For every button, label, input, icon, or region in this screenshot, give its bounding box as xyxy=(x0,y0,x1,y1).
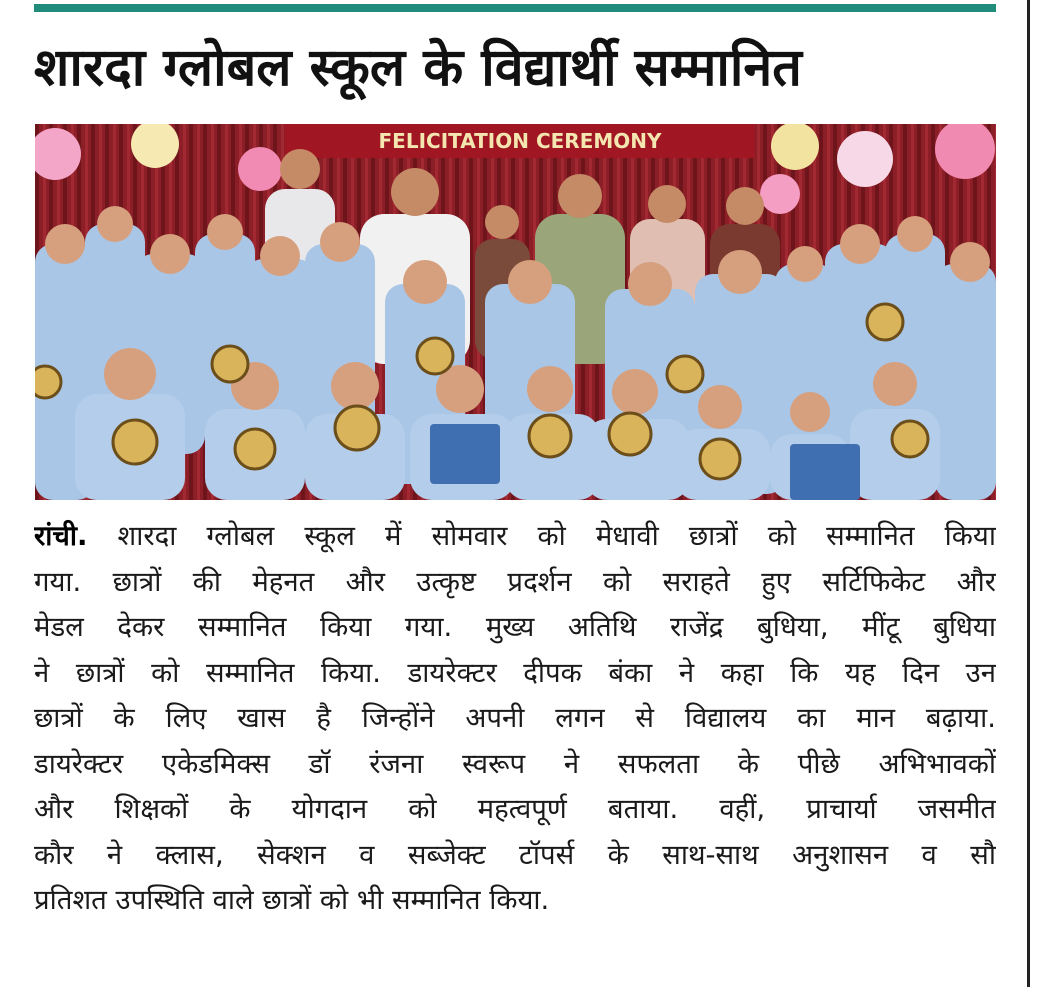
article-line-8: कौर ने क्लास, सेक्शन व सब्जेक्ट टॉपर्स के साथ-साथ अनुशासन व सौ xyxy=(34,838,996,871)
article-line-7: और शिक्षकों के योगदान को महत्वपूर्ण बताया. वहीं, प्राचार्या जसमीत xyxy=(34,793,996,825)
column-edge xyxy=(1027,0,1030,987)
article-line-1: रांची. शारदा ग्लोबल स्कूल में सोमवार को मेधावी छात्रों को सम्मानित किया xyxy=(34,520,996,552)
group-photo xyxy=(35,124,996,500)
article-line-9: प्रतिशत उपस्थिति वाले छात्रों को भी सम्मानित किया. xyxy=(34,884,550,916)
dateline: रांची. xyxy=(34,520,88,552)
article-line-4: ने छात्रों को सम्मानित किया. डायरेक्टर दीपक बंका ने कहा कि यह दिन उन xyxy=(34,656,996,689)
article-line-2: गया. छात्रों की मेहनत और उत्कृष्ट प्रदर्शन को सराहते हुए सर्टिफिकेट और xyxy=(34,565,996,598)
article-line-3: मेडल देकर सम्मानित किया गया. मुख्य अतिथि राजेंद्र बुधिया, मींटू बुधिया xyxy=(34,611,996,643)
photo-illustration xyxy=(35,124,996,500)
article-body xyxy=(34,514,996,924)
headline: शारदा ग्लोबल स्कूल के विद्यार्थी सम्मानित xyxy=(34,38,802,98)
top-rule xyxy=(34,4,996,12)
article-line-6: डायरेक्टर एकेडमिक्स डॉ रंजना स्वरूप ने सफलता के पीछे अभिभावकों xyxy=(34,747,996,780)
article-line-5: छात्रों के लिए खास है जिन्होंने अपनी लगन से विद्यालय का मान बढ़ाया. xyxy=(34,702,996,734)
banner-text: FELICITATION CEREMONY xyxy=(378,129,662,153)
